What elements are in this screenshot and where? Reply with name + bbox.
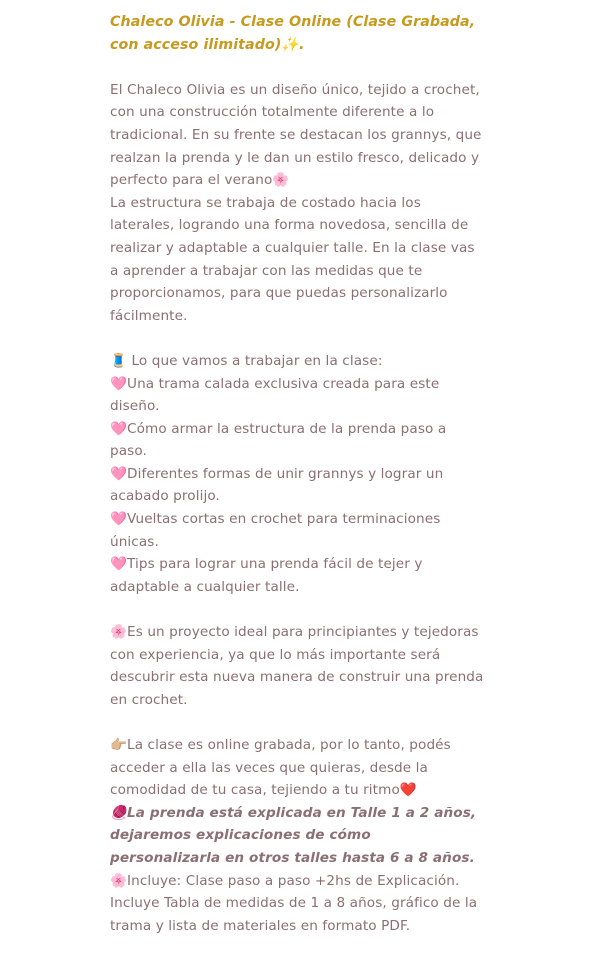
spacer [110, 56, 485, 79]
learn-heading: 🧵 Lo que vamos a trabajar en la clase: [110, 352, 383, 369]
structure-paragraph: La estructura se trabaja de costado hacia los laterales, logrando una forma novedosa, sencilla de realizar y adaptable a cualquier talle. En la clase vas a aprender a trabajar con las medidas que te proporcionamos, para que puedas personalizarlo fácilmente. [110, 194, 475, 324]
intro-paragraph: El Chaleco Olivia es un diseño único, tejido a crochet, con una construcción totalmente diferente a lo tradicional. En su frente se destacan los grannys, que realzan la prenda y le dan un estilo fresco, delicado y perfecto para el verano🌸 [110, 81, 482, 189]
learn-item: 🩷Cómo armar la estructura de la prenda paso a paso. [110, 420, 447, 460]
spacer [110, 327, 485, 350]
learn-item: 🩷Tips para lograr una prenda fácil de tejer y adaptable a cualquier talle. [110, 556, 423, 595]
product-description [110, 11, 485, 937]
learn-item: 🩷Vueltas cortas en crochet para terminaciones únicas. [110, 511, 441, 550]
ideal-paragraph: 🌸Es un proyecto ideal para principiantes y tejedoras con experiencia, ya que lo más importante será descubrir esta nueva manera de construir una prenda en crochet. [110, 624, 484, 708]
includes-line: Incluye Tabla de medidas de 1 a 8 años, gráfico de la trama y lista de materiales en formato PDF. [110, 895, 478, 934]
learn-item: 🩷Diferentes formas de unir grannys y lograr un acabado prolijo. [110, 465, 444, 505]
includes-line: 🌸Incluye: Clase paso a paso +2hs de Explicación. [110, 872, 460, 889]
description-title: Chaleco Olivia - Clase Online (Clase Grabada, con acceso ilimitado)✨. [110, 14, 476, 53]
spacer [110, 711, 485, 734]
sizes-paragraph: 🧶La prenda está explicada en Talle 1 a 2 años, dejaremos explicaciones de cómo personalizarla en otros talles hasta 6 a 8 años. [110, 804, 477, 866]
learn-item: 🩷Una trama calada exclusiva creada para este diseño. [110, 375, 440, 415]
online-paragraph: 👉🏼La clase es online grabada, por lo tanto, podés acceder a ella las veces que quieras, desde la comodidad de tu casa, tejiendo a tu ritmo❤️ [110, 737, 451, 799]
spacer [110, 598, 485, 621]
